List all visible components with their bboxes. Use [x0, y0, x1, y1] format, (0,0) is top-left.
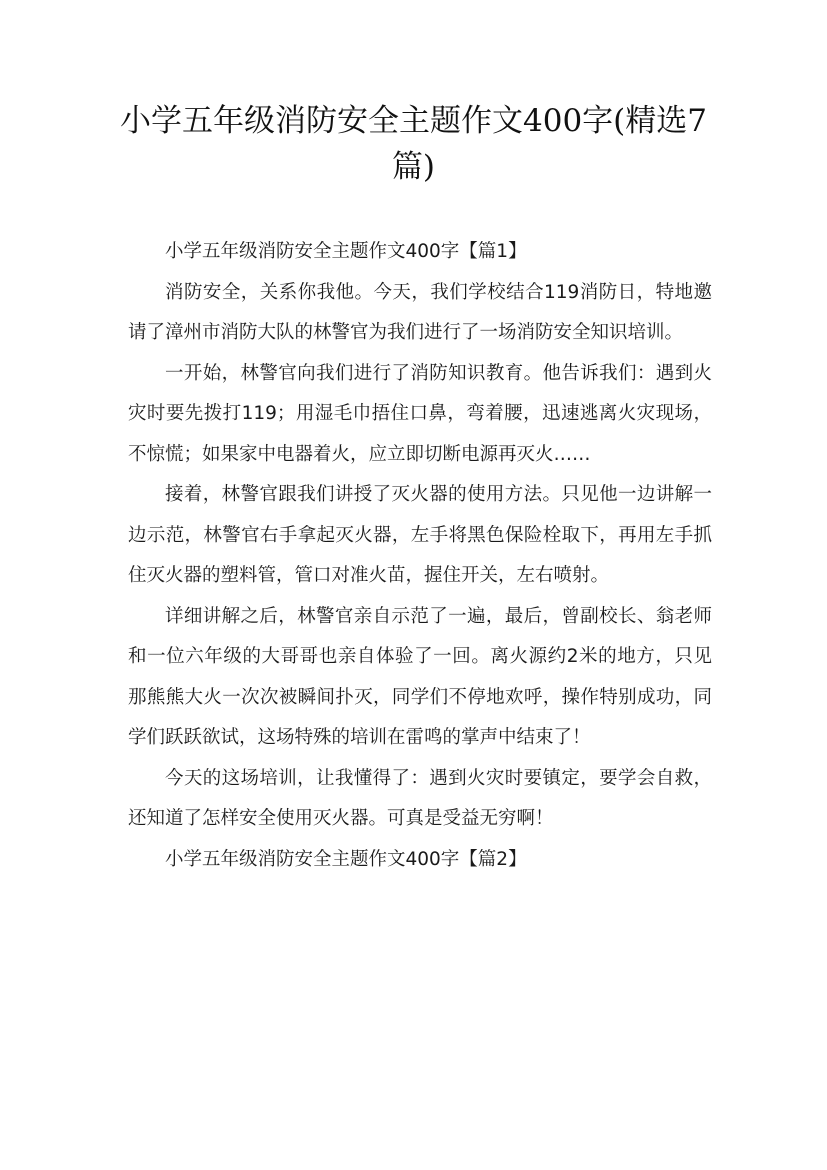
section-heading: 小学五年级消防安全主题作文400字【篇1】 — [165, 241, 527, 262]
body-paragraph: 消防安全，关系你我他。今天，我们学校结合119消防日，特地邀请了漳州市消防大队的林警官为我们进行了一场消防安全知识培训。 — [128, 281, 712, 343]
document-title: 小学五年级消防安全主题作文400字(精选7篇) — [120, 103, 707, 185]
document-body — [128, 232, 712, 880]
body-paragraph: 详细讲解之后，林警官亲自示范了一遍，最后，曾副校长、翁老师和一位六年级的大哥哥也亲自体验了一回。离火源约2米的地方，只见那熊熊大火一次次被瞬间扑灭，同学们不停地欢呼，操作特别成功，同学们跃跃欲试，这场特殊的培训在雷鸣的掌声中结束了！ — [128, 605, 712, 748]
section-heading: 小学五年级消防安全主题作文400字【篇2】 — [165, 848, 527, 870]
body-paragraph: 一开始，林警官向我们进行了消防知识教育。他告诉我们：遇到火灾时要先拨打119；用湿毛巾捂住口鼻，弯着腰，迅速逃离火灾现场，不惊慌；如果家中电器着火，应立即切断电源再灭火…… — [128, 362, 712, 465]
body-paragraph: 今天的这场培训，让我懂得了：遇到火灾时要镇定，要学会自救，还知道了怎样安全使用灭火器。可真是受益无穷啊！ — [128, 767, 712, 829]
body-paragraph: 接着，林警官跟我们讲授了灭火器的使用方法。只见他一边讲解一边示范，林警官右手拿起灭火器，左手将黑色保险栓取下，再用左手抓住灭火器的塑料管，管口对准火苗，握住开关，左右喷射。 — [128, 484, 712, 586]
